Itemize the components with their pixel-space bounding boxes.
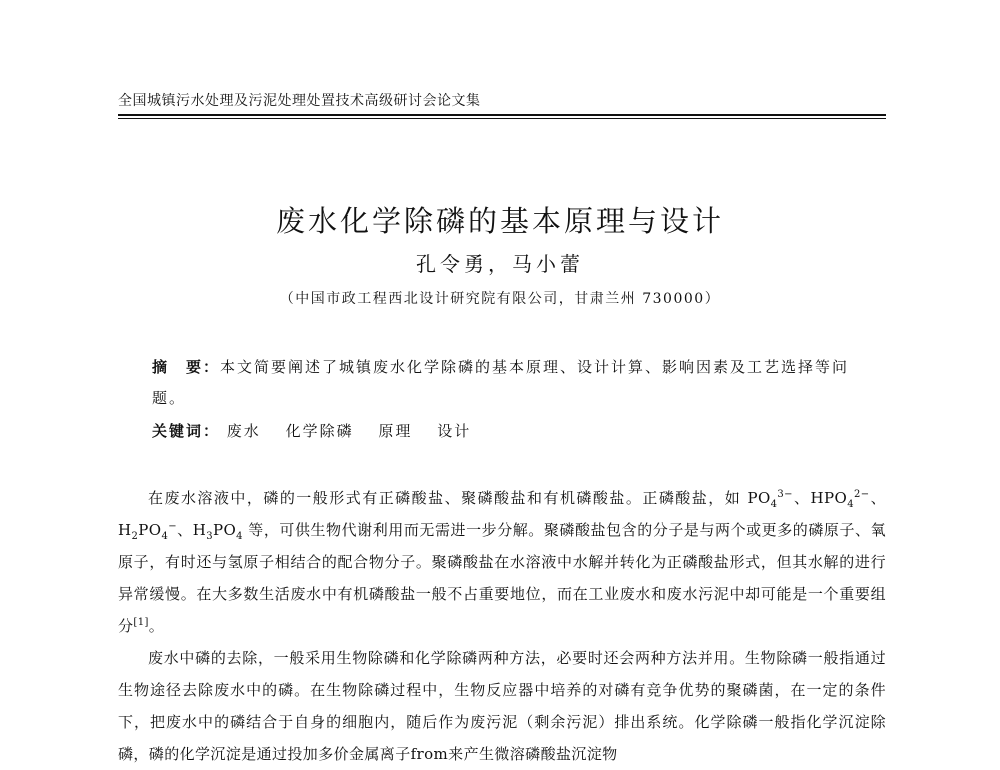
header-rule-thin (118, 118, 886, 119)
affiliation: （中国市政工程西北设计研究院有限公司，甘肃兰州 730000） (279, 291, 721, 307)
abstract-text: 本文简要阐述了城镇废水化学除磷的基本原理、设计计算、影响因素及工艺选择等问题。 (152, 358, 850, 407)
formula-hpo4: $HPO_4^{2-}$ (810, 489, 870, 510)
keyword: 设计 (437, 422, 472, 440)
text-run: 等，可供生物代谢利用而无需进一步分解。聚磷酸盐包含的分子是与两个或更多的磷原子、氧原子，有时还与氢原子相结合的配合物分子。聚磷酸盐在水溶液中水解并转化为正磷酸盐形式，但其水解的进行异常缓慢。在大多数生活废水中有机磷酸盐一般不占重要地位，而在工业废水和废水污泥中却可能是一个重要组分 (118, 521, 886, 635)
abstract (152, 352, 864, 414)
authors: 孔令勇，马小蕾 (416, 252, 584, 276)
header-rule (118, 114, 886, 116)
keyword: 化学除磷 (285, 422, 354, 440)
abstract-label: 摘 要： (152, 358, 221, 376)
body-text (118, 482, 886, 770)
keywords (152, 420, 489, 441)
keywords-label: 关键词： (152, 422, 221, 440)
text-run: 在废水溶液中，磷的一般形式有正磷酸盐、聚磷酸盐和有机磷酸盐。正磷酸盐，如 (148, 489, 748, 507)
paper-title: 废水化学除磷的基本原理与设计 (275, 204, 724, 239)
keyword: 废水 (226, 422, 261, 440)
paragraph-1: 在废水溶液中，磷的一般形式有正磷酸盐、聚磷酸盐和有机磷酸盐。正磷酸盐，如 $PO_4^{3-}$、$HPO_4^{2-}$、$H_2PO_4^-$、$H_3PO_4$ 等，可供生物代谢利用而无需进一步分解。聚磷酸盐包含的分子是与两个或更多的磷原子、氧原子，有时还与氢原子相结合的配合物分子。聚磷酸盐在水溶液中水解并转化为正磷酸盐形式，但其水解的进行异常缓慢。在大多数生活废水中有机磷酸盐一般不占重要地位，而在工业废水和废水污泥中却可能是一个重要组分[1]。 (118, 489, 886, 635)
running-head: 全国城镇污水处理及污泥处理处置技术高级研讨会论文集 (118, 93, 481, 109)
formula-h2po4: $H_2PO_4^-$ (118, 521, 177, 542)
citation: [1] (133, 617, 149, 628)
formula-po4: $PO_4^{3-}$ (747, 489, 793, 510)
keyword: 原理 (378, 422, 413, 440)
paragraph-2: 废水中磷的去除，一般采用生物除磷和化学除磷两种方法，必要时还会两种方法并用。生物除磷一般指通过生物途径去除废水中的磷。在生物除磷过程中，生物反应器中培养的对磷有竞争优势的聚磷菌，在一定的条件下，把废水中的磷结合于自身的细胞内，随后作为废污泥（剩余污泥）排出系统。化学除磷一般指化学沉淀除磷，磷的化学沉淀是通过投加多价金属离子from来产生微溶磷酸盐沉淀物 (118, 649, 886, 763)
formula-h3po4: $H_3PO_4$ (192, 521, 243, 542)
